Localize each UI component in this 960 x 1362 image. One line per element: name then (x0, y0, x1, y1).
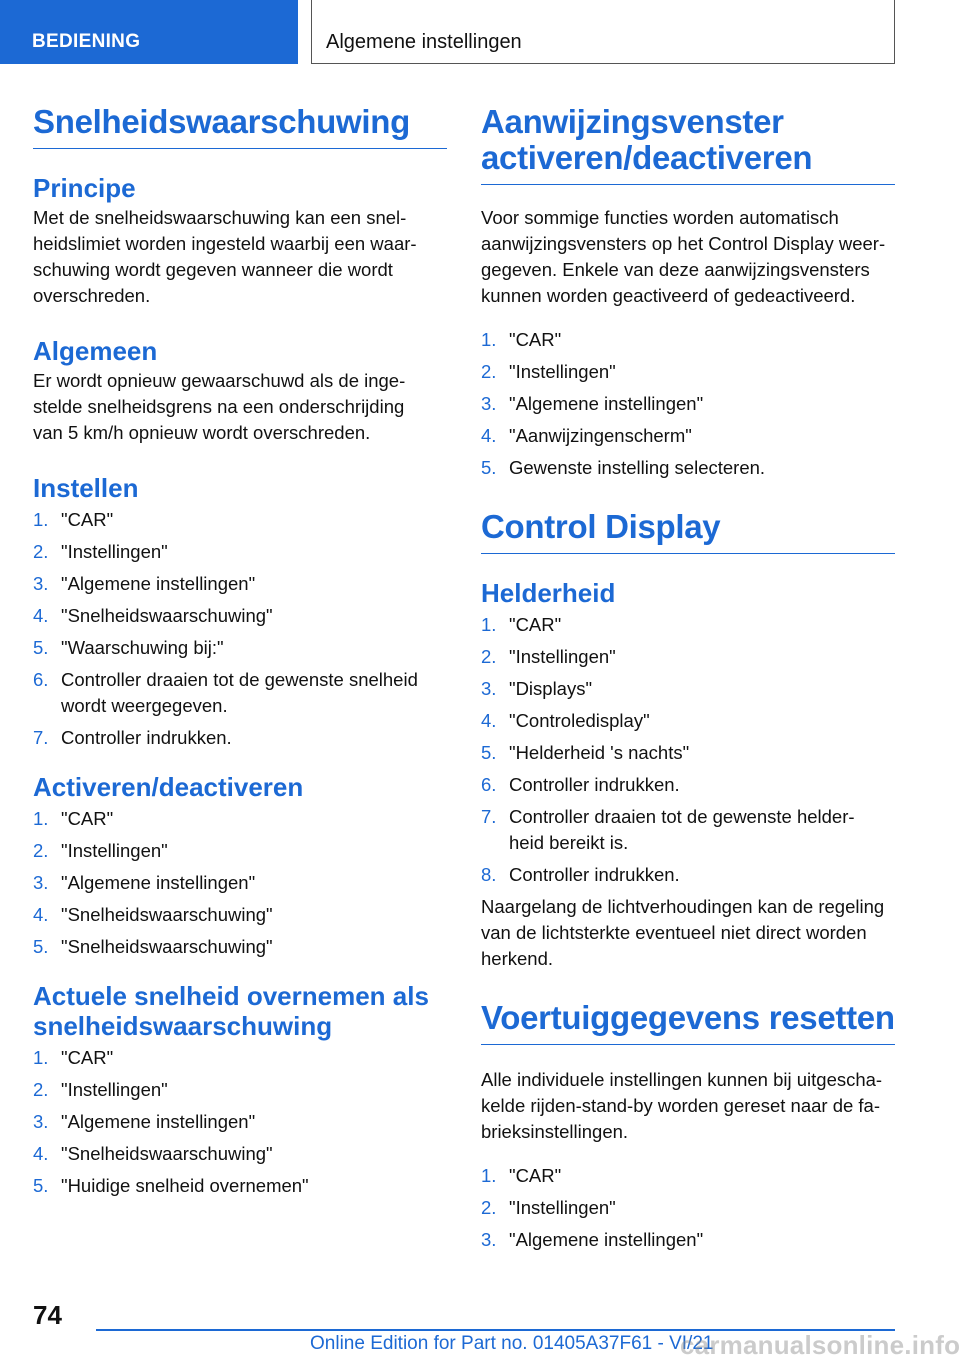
item-number: 1. (33, 808, 49, 829)
list-reset (481, 1163, 895, 1253)
text-line: aanwijzingsvensters op het Control Display weer- (481, 233, 886, 254)
heading-instellen: Instellen (33, 473, 139, 503)
item-text: "Huidige snelheid overnemen" (61, 1175, 309, 1196)
text-line: Voor sommige functies worden automatisch (481, 207, 839, 228)
watermark: carmanualsonline.info (680, 1330, 960, 1360)
list-item (33, 539, 447, 565)
item-number: 4. (481, 425, 497, 446)
list-item (33, 1109, 447, 1135)
heading-activeren-deactiveren: Activeren/deactiveren (33, 772, 304, 802)
list-instellen (33, 507, 447, 751)
item-number: 2. (33, 1079, 49, 1100)
heading-algemeen: Algemeen (33, 336, 158, 366)
item-text: "Algemene instellingen" (61, 573, 256, 594)
list-aanwijzing (481, 327, 895, 481)
paragraph-lichtverhoudingen (481, 894, 895, 972)
heading-line: Actuele snelheid overnemen als (33, 981, 429, 1011)
item-text: Controller draaien tot de gewenste helder- (509, 806, 855, 827)
item-text: "CAR" (61, 509, 114, 530)
item-number: 3. (33, 573, 49, 594)
paragraph-principe (33, 205, 447, 309)
item-number: 3. (481, 1229, 497, 1250)
item-text: "Algemene instellingen" (61, 1111, 256, 1132)
list-item (481, 804, 895, 856)
list-actuele (33, 1045, 447, 1199)
item-number: 1. (481, 329, 497, 350)
heading-helderheid: Helderheid (481, 578, 616, 608)
item-text: "Instellingen" (61, 541, 168, 562)
list-item (481, 772, 895, 798)
item-number: 2. (481, 361, 497, 382)
item-number: 6. (481, 774, 497, 795)
text-line: van de lichtsterkte eventueel niet direct worden (481, 922, 867, 943)
item-number: 4. (33, 605, 49, 626)
item-text: "Snelheidswaarschuwing" (61, 605, 273, 626)
item-number: 4. (33, 904, 49, 925)
text-line: van 5 km/h opnieuw wordt overschreden. (33, 422, 371, 443)
text-line: brieksinstellingen. (481, 1121, 629, 1142)
list-item (481, 862, 895, 888)
item-text: "Snelheidswaarschuwing" (61, 936, 273, 957)
item-text: "Controledisplay" (509, 710, 650, 731)
heading-voertuiggegevens-resetten: Voertuiggegevens resetten (481, 1000, 895, 1045)
text-line: gegeven. Enkele van deze aanwijzingsvensters (481, 259, 870, 280)
item-number: 5. (33, 936, 49, 957)
item-text: "Waarschuwing bij:" (61, 637, 224, 658)
text-line: Alle individuele instellingen kunnen bij uitgescha- (481, 1069, 883, 1090)
list-item (481, 740, 895, 766)
list-item (33, 1141, 447, 1167)
item-number: 7. (33, 727, 49, 748)
text-line: schuwing wordt gegeven wanneer die wordt (33, 259, 393, 280)
list-item (33, 603, 447, 629)
heading-principe: Principe (33, 173, 136, 203)
heading-line: activeren/deactiveren (481, 139, 813, 176)
item-number: 2. (481, 1197, 497, 1218)
section-tab: BEDIENING (0, 0, 298, 64)
list-item (481, 644, 895, 670)
item-text: "Helderheid 's nachts" (509, 742, 690, 763)
item-text-continued: heid bereikt is. (509, 832, 629, 853)
right-column (481, 104, 895, 1259)
list-item (33, 806, 447, 832)
list-item (481, 327, 895, 353)
text-line: herkend. (481, 948, 553, 969)
heading-control-display: Control Display (481, 509, 895, 554)
item-number: 4. (481, 710, 497, 731)
item-text: "Instellingen" (61, 840, 168, 861)
item-number: 3. (481, 393, 497, 414)
item-text: "Displays" (509, 678, 593, 699)
list-item (481, 423, 895, 449)
item-number: 2. (481, 646, 497, 667)
item-text-continued: wordt weergegeven. (61, 695, 228, 716)
item-text: Controller indrukken. (509, 864, 680, 885)
list-item (33, 571, 447, 597)
text-line: Er wordt opnieuw gewaarschuwd als de inge- (33, 370, 406, 391)
item-text: "CAR" (509, 1165, 562, 1186)
text-line: Met de snelheidswaarschuwing kan een snel- (33, 207, 407, 228)
item-text: "Instellingen" (509, 1197, 616, 1218)
list-item (481, 1227, 895, 1253)
item-number: 3. (33, 872, 49, 893)
list-item (33, 870, 447, 896)
item-number: 5. (481, 457, 497, 478)
item-number: 2. (33, 840, 49, 861)
list-item (33, 1173, 447, 1199)
list-item (33, 667, 447, 719)
item-text: "Algemene instellingen" (509, 393, 704, 414)
item-number: 3. (33, 1111, 49, 1132)
item-text: "Instellingen" (509, 646, 616, 667)
item-number: 1. (33, 1047, 49, 1068)
item-text: "CAR" (509, 329, 562, 350)
paragraph-algemeen (33, 368, 447, 446)
list-item (481, 612, 895, 638)
item-text: "Snelheidswaarschuwing" (61, 904, 273, 925)
item-text: "Snelheidswaarschuwing" (61, 1143, 273, 1164)
list-item (33, 725, 447, 751)
item-number: 4. (33, 1143, 49, 1164)
list-item (481, 455, 895, 481)
list-item (33, 1077, 447, 1103)
chapter-title: Algemene instellingen (311, 0, 895, 64)
item-text: Controller indrukken. (61, 727, 232, 748)
item-text: "Algemene instellingen" (509, 1229, 704, 1250)
text-line: overschreden. (33, 285, 151, 306)
item-text: "Instellingen" (509, 361, 616, 382)
item-text: "CAR" (61, 808, 114, 829)
item-text: "Algemene instellingen" (61, 872, 256, 893)
item-number: 2. (33, 541, 49, 562)
left-column (33, 104, 447, 1205)
list-item (481, 676, 895, 702)
list-item (33, 1045, 447, 1071)
item-number: 5. (33, 1175, 49, 1196)
item-number: 5. (33, 637, 49, 658)
item-number: 5. (481, 742, 497, 763)
text-line: heidslimiet worden ingesteld waarbij een waar- (33, 233, 417, 254)
paragraph-reset (481, 1067, 895, 1145)
item-text: Controller draaien tot de gewenste snelheid (61, 669, 418, 690)
list-item (481, 1195, 895, 1221)
list-helderheid (481, 612, 895, 888)
list-item (33, 507, 447, 533)
list-activeren (33, 806, 447, 960)
page-number: 74 (33, 1300, 62, 1330)
heading-line: snelheidswaarschuwing (33, 1011, 333, 1041)
item-number: 1. (33, 509, 49, 530)
item-text: "Aanwijzingenscherm" (509, 425, 692, 446)
heading-actuele-snelheid (33, 981, 447, 1041)
list-item (33, 902, 447, 928)
text-line: Naargelang de lichtverhoudingen kan de regeling (481, 896, 885, 917)
list-item (481, 391, 895, 417)
item-number: 1. (481, 614, 497, 635)
item-text: "CAR" (61, 1047, 114, 1068)
item-text: Gewenste instelling selecteren. (509, 457, 766, 478)
list-item (481, 1163, 895, 1189)
paragraph-aanwijzing (481, 205, 895, 309)
item-number: 8. (481, 864, 497, 885)
text-line: kelde rijden-stand-by worden gereset naar de fa- (481, 1095, 881, 1116)
item-number: 6. (33, 669, 49, 690)
item-number: 1. (481, 1165, 497, 1186)
footer-edition: Online Edition for Part no. 01405A37F61 - VI/21 (310, 1333, 714, 1354)
heading-line: Aanwijzingsvenster (481, 103, 784, 140)
item-text: "Instellingen" (61, 1079, 168, 1100)
item-number: 7. (481, 806, 497, 827)
item-text: Controller indrukken. (509, 774, 680, 795)
list-item (33, 934, 447, 960)
text-line: kunnen worden geactiveerd of gedeactiveerd. (481, 285, 856, 306)
list-item (481, 708, 895, 734)
heading-snelheidswaarschuwing: Snelheidswaarschuwing (33, 104, 447, 149)
list-item (33, 838, 447, 864)
list-item (33, 635, 447, 661)
item-number: 3. (481, 678, 497, 699)
item-text: "CAR" (509, 614, 562, 635)
text-line: stelde snelheidsgrens na een onderschrijding (33, 396, 405, 417)
heading-aanwijzingsvenster (481, 104, 895, 185)
list-item (481, 359, 895, 385)
